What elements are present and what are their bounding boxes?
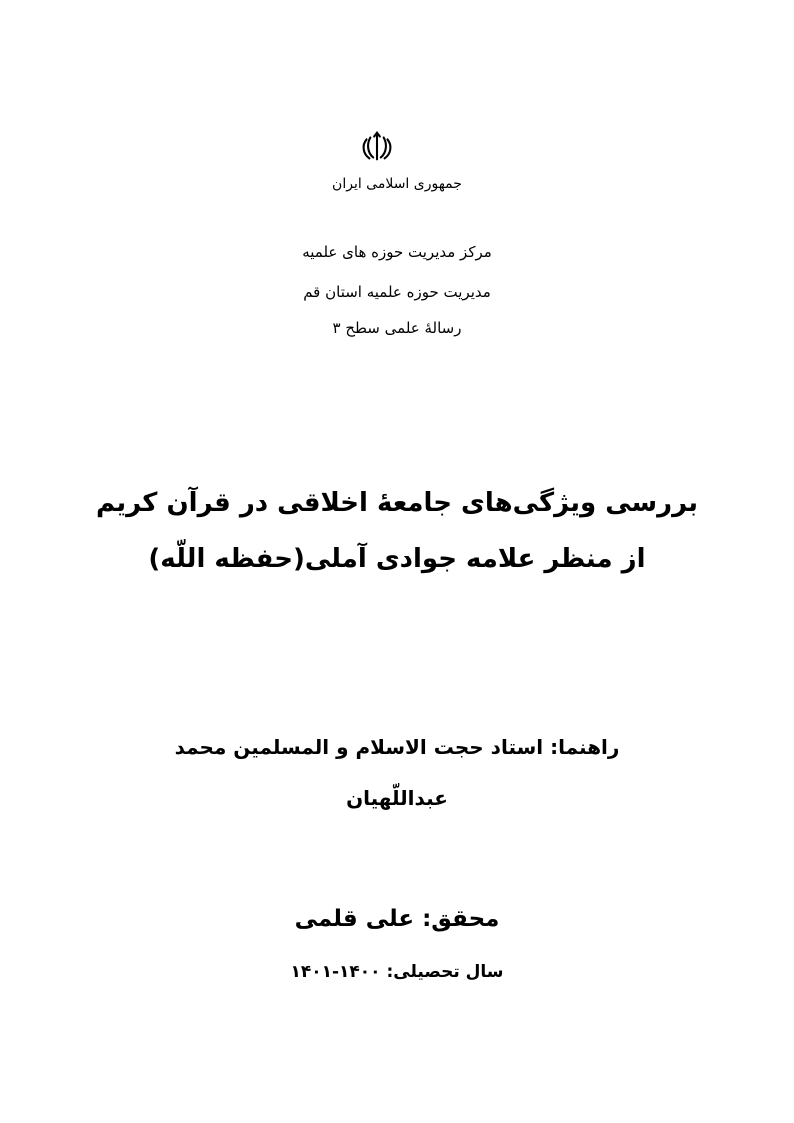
- academic-year: سال تحصیلی: ۱۴۰۰-۱۴۰۱: [290, 962, 504, 982]
- institution-line-1: مرکز مدیریت حوزه های علمیه: [302, 243, 492, 261]
- country-name: جمهوری اسلامی ایران: [332, 176, 462, 192]
- iran-emblem-icon: [358, 128, 396, 166]
- thesis-level: رسالهٔ علمی سطح ۳: [332, 319, 462, 337]
- institution-line-2: مدیریت حوزه علمیه استان قم: [303, 283, 491, 301]
- thesis-title-line-1: بررسی ویژگی‌های جامعهٔ اخلاقی در قرآن کریم: [95, 488, 699, 518]
- researcher-name: محقق: علی قلمی: [294, 906, 500, 932]
- advisor-line-1: راهنما: استاد حجت الاسلام و المسلمین محمد: [174, 735, 620, 759]
- advisor-line-2: عبداللّهیان: [346, 786, 448, 810]
- thesis-title-line-2: از منظر علامه جوادی آملی(حفظه اللّه): [148, 544, 646, 574]
